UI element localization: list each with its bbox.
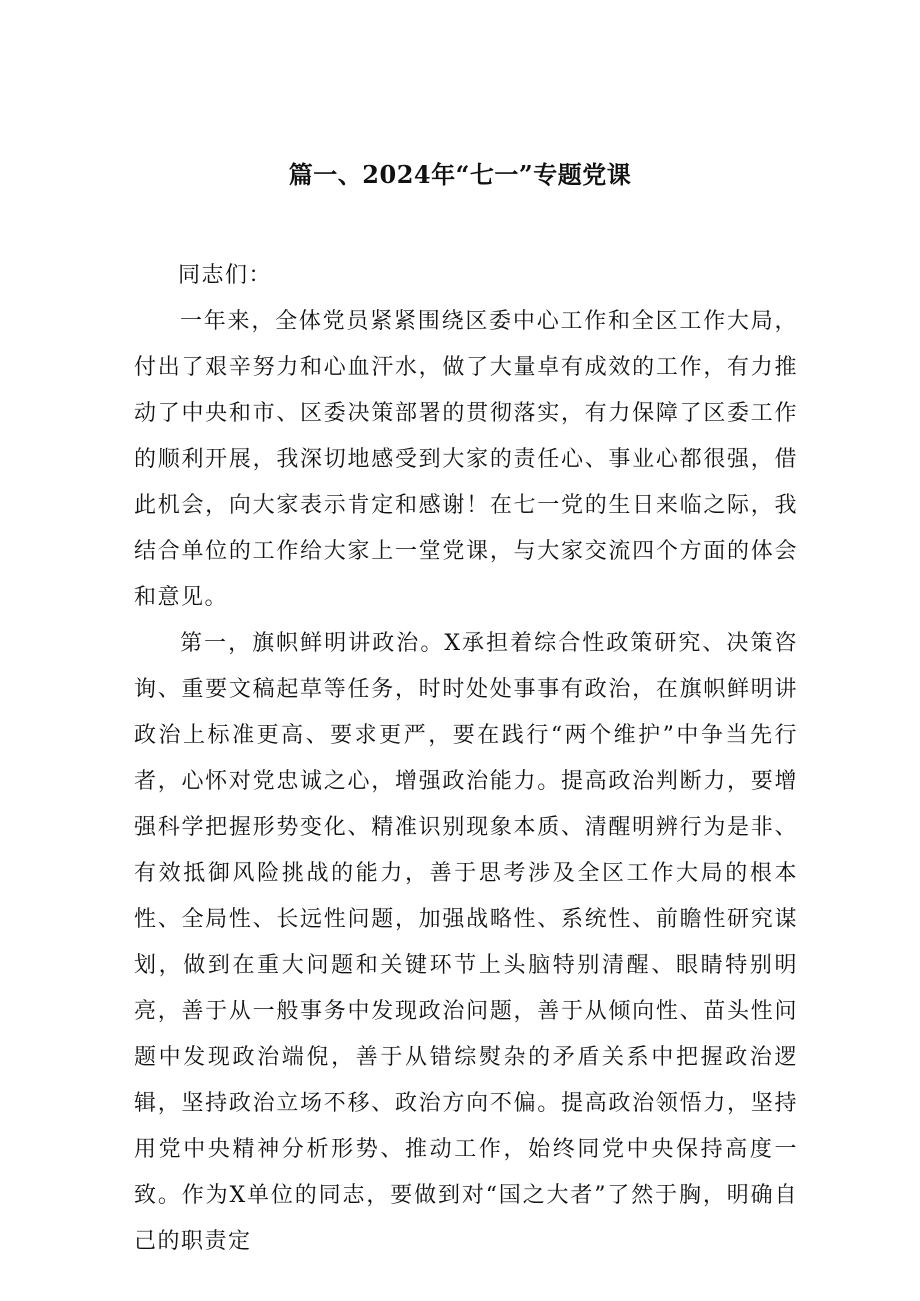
document-body	[134, 253, 798, 1265]
paragraph-first-point: 第一，旗帜鲜明讲政治。X承担着综合性政策研究、决策咨询、重要文稿起草等任务，时时处处事事有政治，在旗帜鲜明讲政治上标准更高、要求更严，要在践行“两个维护”中争当先行者，心怀对党忠诚之心，增强政治能力。提高政治判断力，要增强科学把握形势变化、精准识别现象本质、清醒明辨行为是非、有效抵御风险挑战的能力，善于思考涉及全区工作大局的根本性、全局性、长远性问题，加强战略性、系统性、前瞻性研究谋划，做到在重大问题和关键环节上头脑特别清醒、眼睛特别明亮，善于从一般事务中发现政治问题，善于从倾向性、苗头性问题中发现政治端倪，善于从错综熨杂的矛盾关系中把握政治逻辑，坚持政治立场不移、政治方向不偏。提高政治领悟力，坚持用党中央精神分析形势、推动工作，始终同党中央保持高度一致。作为X单位的同志，要做到对“国之大者”了然于胸，明确自己的职责定	[134, 631, 798, 1254]
paragraph-intro: 一年来，全体党员紧紧围绕区委中心工作和全区工作大局，付出了艰辛努力和心血汗水，做了大量卓有成效的工作，有力推动了中央和市、区委决策部署的贯彻落实，有力保障了区委工作的顺利开展，我深切地感受到大家的责任心、事业心都很强，借此机会，向大家表示肯定和感谢！在七一党的生日来临之际，我结合单位的工作给大家上一堂党课，与大家交流四个方面的体会和意见。	[134, 309, 798, 610]
salutation: 同志们：	[178, 263, 273, 288]
document-title: 篇一、2024年“七一”专题党课	[288, 160, 632, 189]
